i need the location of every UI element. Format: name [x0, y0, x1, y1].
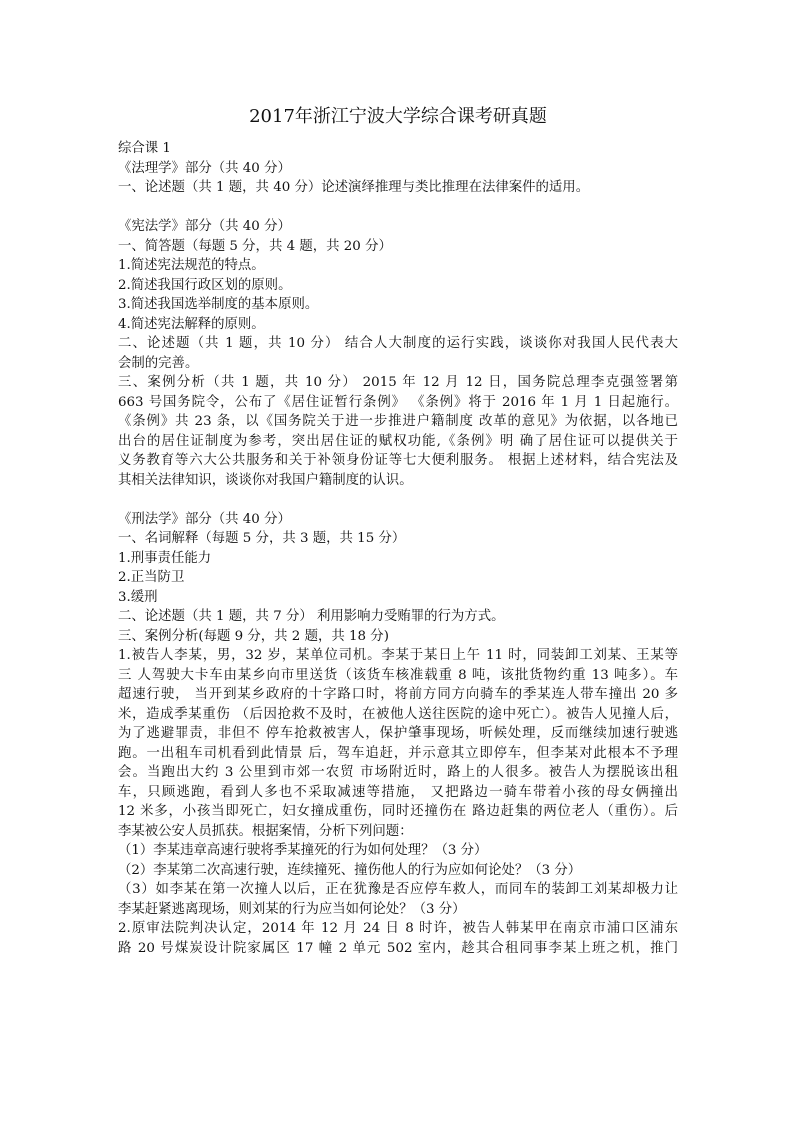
text-line: 超速行驶， 当开到某乡政府的十字路口时，将前方同方向骑车的季某连人带车撞出 20 多: [118, 687, 678, 702]
text-line: 二、论述题（共 1 题，共 10 分） 结合人大制度的运行实践，谈谈你对我国人民代表大: [118, 336, 678, 351]
document-title: 2017年浙江宁波大学综合课考研真题: [249, 106, 547, 127]
text-line: 综合课 1: [118, 141, 171, 156]
text-line: 会。当跑出大约 3 公里到市郊一农贸 市场附近时，路上的人很多。被告人为摆脱该出租: [118, 765, 678, 780]
text-line: 三 人驾驶大卡车由某乡向市里送货（该货车核准载重 8 吨，该批货物约重 13 吨多）。车: [118, 667, 678, 683]
text-line: 会制的完善。: [118, 355, 199, 371]
text-line: 一、论述题（共 1 题，共 40 分）论述演绎推理与类比推理在法律案件的适用。: [118, 180, 590, 195]
text-line: 李某被公安人员抓获。根据案情，分析下列问题：: [118, 823, 413, 839]
text-line: 一、名词解释（每题 5 分，共 3 题，共 15 分）: [118, 531, 406, 546]
text-line: 3.缓刑: [118, 589, 158, 605]
text-line: 李某赶紧逃离现场，则刘某的行为应当如何论处？（3 分）: [118, 901, 466, 917]
text-line: 出台的居住证制度为参考，突出居住证的赋权功能,《条例》明 确了居住证可以提供关于: [118, 433, 678, 449]
text-line: （2）李某第二次高速行驶，连续撞死、撞伤他人的行为应如何论处？（3 分）: [118, 862, 582, 878]
text-line: 1.刑事责任能力: [118, 550, 212, 566]
text-line: 2.简述我国行政区划的原则。: [118, 277, 292, 293]
text-line: 《法理学》部分（共 40 分）: [118, 160, 291, 176]
text-line: 其相关法律知识，谈谈你对我国户籍制度的认识。: [118, 472, 413, 488]
text-line: 《宪法学》部分（共 40 分）: [118, 219, 291, 234]
text-line: 《条例》共 23 条，以《国务院关于进一步推进户籍制度 改革的意见》为依据，以各地已: [118, 414, 678, 429]
text-line: 一、简答题（每题 5 分，共 4 题，共 20 分）: [118, 238, 392, 254]
text-line: 二、论述题（共 1 题，共 7 分） 利用影响力受贿罪的行为方式。: [118, 609, 505, 624]
text-line: 1.被告人李某，男，32 岁，某单位司机。李某于某日上午 11 时，同装卸工刘某、王某等: [118, 648, 678, 663]
text-line: （1）李某违章高速行驶将季某撞死的行为如何处理？（3 分）: [118, 843, 488, 858]
text-line: 路 20 号煤炭设计院家属区 17 幢 2 单元 502 室内，趁其合租同事李某上班之机，推门: [118, 940, 678, 956]
text-line: 跑。一出租车司机看到此情景 后，驾车追赶，并示意其立即停车，但李某对此根本不予理: [118, 745, 678, 761]
text-line: 为了逃避罪责，非但不 停车抢救被害人，保护肇事现场，听候处理，反而继续加速行驶逃: [118, 726, 678, 741]
text-line: 车，只顾逃跑，看到人多也不采取减速等措施， 又把路边一骑车带着小孩的母女俩撞出: [118, 784, 678, 800]
text-line: 义务教育等六大公共服务和关于补领身份证等七大便利服务。 根据上述材料，结合宪法及: [118, 453, 678, 468]
text-line: 三、案例分析(每题 9 分，共 2 题，共 18 分): [118, 628, 389, 644]
text-line: 三、案例分析（共 1 题，共 10 分） 2015 年 12 月 12 日，国务院总理李克强签署第: [118, 375, 678, 390]
text-line: 4.简述宪法解释的原则。: [118, 316, 265, 332]
text-line: 2.正当防卫: [118, 570, 185, 585]
text-line: （3）如李某在第一次撞人以后，正在犹豫是否应停车救人，而同车的装卸工刘某却极力让: [118, 882, 678, 897]
text-line: 3.简述我国选举制度的基本原则。: [118, 297, 319, 312]
text-line: 1.简述宪法规范的特点。: [118, 258, 265, 273]
blank-line: [118, 198, 678, 218]
document-body: [118, 139, 678, 958]
text-line: 2.原审法院判决认定，2014 年 12 月 24 日 8 时许，被告人韩某甲在南京市浦口区浦东: [118, 921, 678, 936]
text-line: 《刑法学》部分（共 40 分）: [118, 511, 291, 527]
text-line: 12 米多，小孩当即死亡，妇女撞成重伤，同时还撞伤在 路边赶集的两位老人（重伤）。后: [118, 804, 678, 819]
blank-line: [118, 490, 678, 510]
text-line: 米，造成季某重伤 （后因抢救不及时，在被他人送往医院的途中死亡）。被告人见撞人后，: [118, 706, 678, 722]
text-line: 663 号国务院令，公布了《居住证暂行条例》 《条例》将于 2016 年 1 月 1 日起施行。: [118, 394, 678, 410]
